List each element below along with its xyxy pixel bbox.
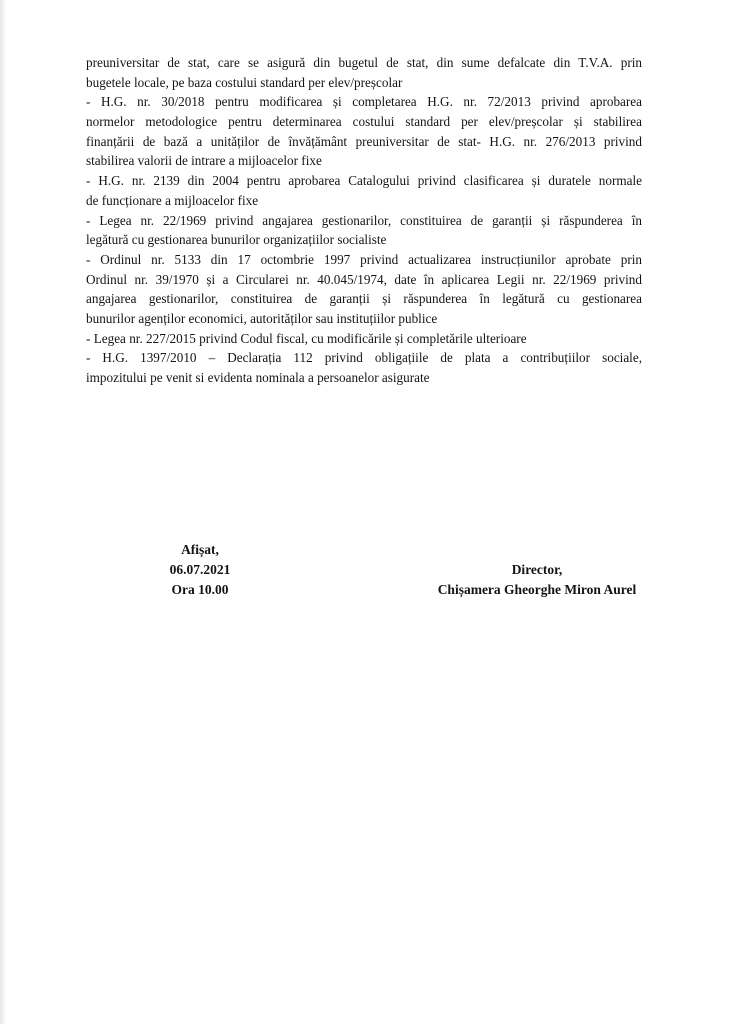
- text-line: bugetele locale, pe baza costului standard per elev/preșcolar: [86, 74, 403, 90]
- text-line: stabilirea valorii de intrare a mijloacelor fixe: [86, 153, 322, 169]
- text-line: legătură cu gestionarea bunurilor organizațiilor socialiste: [86, 232, 387, 248]
- posting-label: Afișat,: [181, 542, 219, 557]
- text-line: normelor metodologice pentru determinarea costului standard per elev/preșcolar și stabilirea: [86, 114, 642, 130]
- text-line: impozitului pe venit si evidenta nominala a persoanelor asigurate: [86, 370, 430, 385]
- text-line: - H.G. nr. 2139 din 2004 pentru aprobarea Catalogului privind clasificarea și duratele normale: [86, 173, 642, 189]
- page-edge-shadow: [0, 0, 6, 1024]
- director-title: Director,: [511, 562, 563, 577]
- text-line: Ordinul nr. 39/1970 și a Circularei nr. 40.045/1974, date în aplicarea Legii nr. 22/1969 privind: [86, 271, 642, 287]
- text-line: bunurilor agenților economici, autorităților sau instituțiilor publice: [86, 310, 438, 326]
- text-line: - Ordinul nr. 5133 din 17 octombrie 1997 privind actualizarea instrucțiunilor aprobate prin: [86, 251, 642, 267]
- posting-time: Ora 10.00: [171, 582, 229, 597]
- posting-date: 06.07.2021: [169, 562, 231, 577]
- text-line: - H.G. 1397/2010 – Declarația 112 privind obligațiile de plata a contribuțiilor sociale,: [86, 350, 642, 366]
- text-line: - Legea nr. 22/1969 privind angajarea gestionarilor, constituirea de garanții și răspunderea în: [86, 212, 642, 228]
- director-block: [410, 560, 664, 600]
- text-line: angajarea gestionarilor, constituirea de garanții și răspunderea în legătură cu gestionarea: [86, 291, 642, 307]
- posting-block: [150, 540, 250, 600]
- text-line: - Legea nr. 227/2015 privind Codul fiscal, cu modificările și completările ulterioare: [86, 330, 527, 346]
- text-line: finanțării de bază a unităților de învățământ preuniversitar de stat- H.G. nr. 276/2013 privind: [86, 133, 642, 149]
- legislation-list: [86, 53, 642, 388]
- text-line: de funcționare a mijloacelor fixe: [86, 192, 259, 208]
- text-line: preuniversitar de stat, care se asigură din bugetul de stat, din sume defalcate din T.V.A. prin: [86, 55, 642, 70]
- text-line: - H.G. nr. 30/2018 pentru modificarea și completarea H.G. nr. 72/2013 privind aprobarea: [86, 94, 642, 110]
- director-name: Chișamera Gheorghe Miron Aurel: [437, 582, 637, 597]
